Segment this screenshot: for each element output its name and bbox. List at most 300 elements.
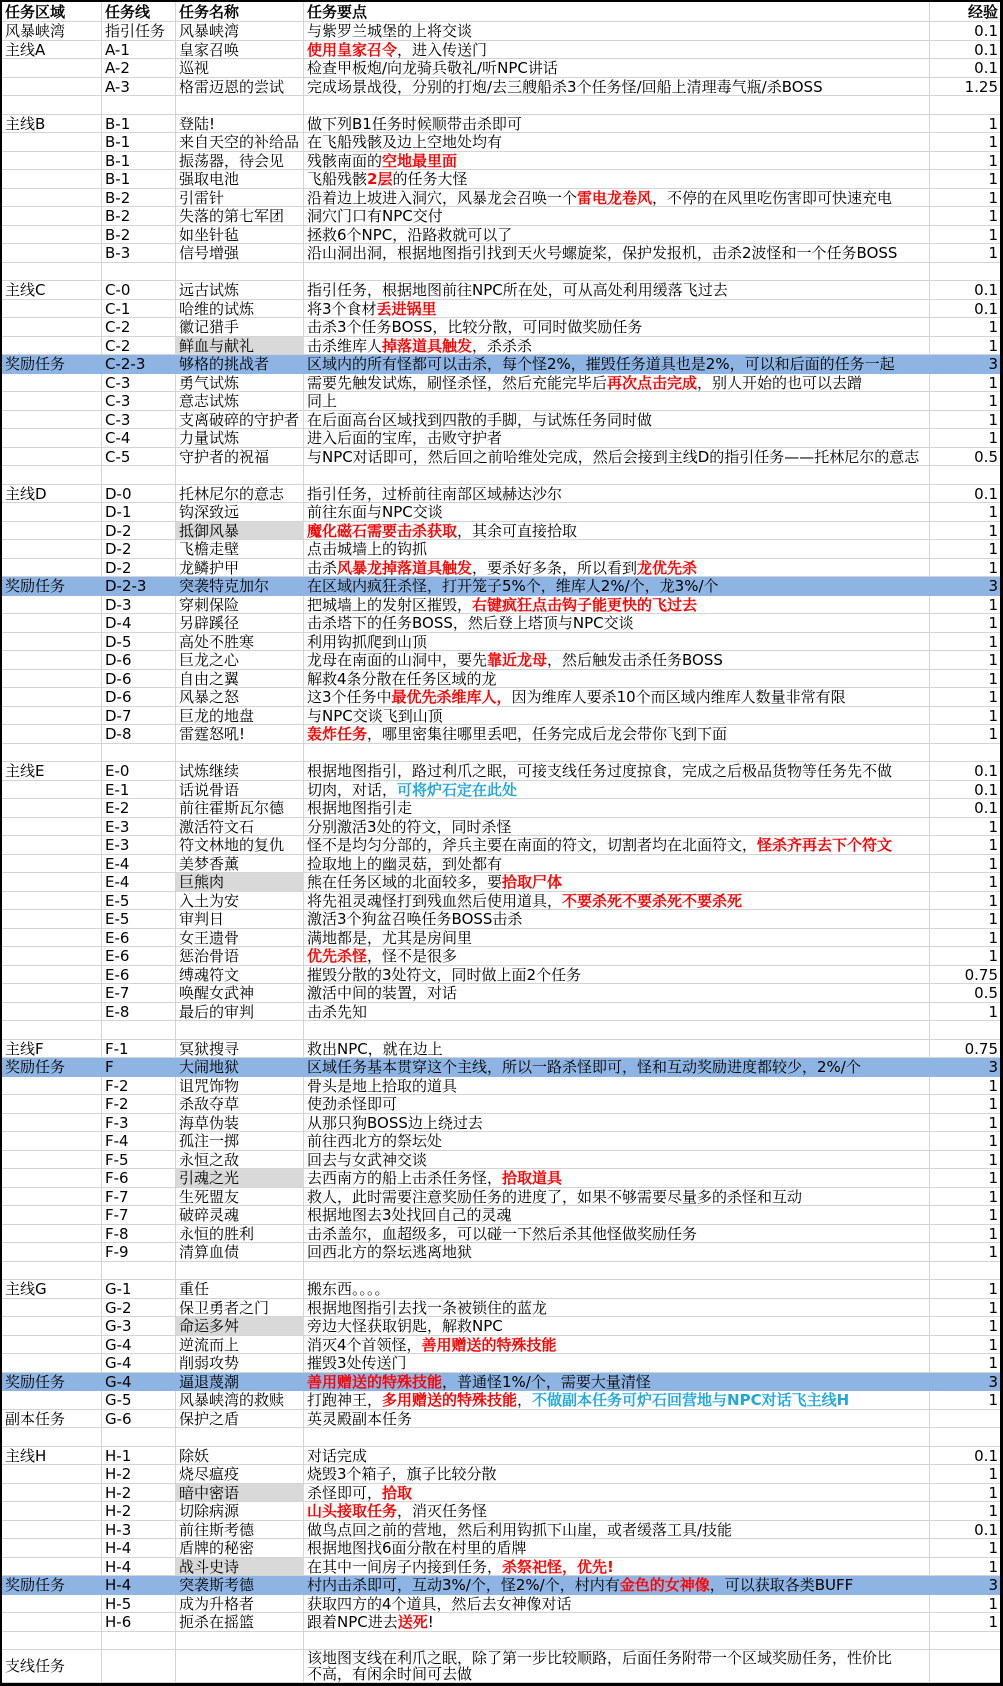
- table-row: [2, 836, 1000, 855]
- table-row: [2, 670, 1000, 689]
- cell-notes: [304, 1558, 930, 1577]
- cell-line: D-2: [102, 522, 176, 541]
- table-row: [2, 1299, 1000, 1318]
- cell-exp: [930, 1410, 1000, 1429]
- cell-notes: [304, 1225, 930, 1244]
- cell-line: D-2: [102, 540, 176, 559]
- table-row: [2, 725, 1000, 744]
- cell-line: F-2: [102, 1095, 176, 1114]
- note-text: 击杀3个任务BOSS，比较分散，可同时做奖励任务: [307, 318, 643, 336]
- cell-exp: 1: [930, 522, 1000, 541]
- cell-line: C-3: [102, 392, 176, 411]
- cell-line: C-3: [102, 374, 176, 393]
- cell-notes: [304, 577, 930, 596]
- cell-area: [2, 1225, 102, 1244]
- cell-name: 巨龙之心: [176, 651, 304, 670]
- cell-name: 守护者的祝福: [176, 448, 304, 467]
- cell-name: 惩治骨语: [176, 947, 304, 966]
- cell-line: F-6: [102, 1169, 176, 1188]
- cell-notes: [304, 1521, 930, 1540]
- cell-line: F-2: [102, 1077, 176, 1096]
- cell-exp: 1: [930, 115, 1000, 134]
- cell-notes: [304, 1058, 930, 1077]
- cell-area: [2, 1003, 102, 1022]
- cell-exp: 1: [930, 1114, 1000, 1133]
- cell-exp: 1: [930, 670, 1000, 689]
- note-text: 英灵殿副本任务: [307, 1409, 413, 1428]
- cell-line: 指引任务: [102, 22, 176, 41]
- cell-notes: [304, 1262, 930, 1281]
- note-text: 区域内的所有怪都可以击杀，每个怪2%，摧毁任务道具也是2%，可以和后面的任务一起: [307, 355, 895, 373]
- cell-line: H-4: [102, 1558, 176, 1577]
- cell-exp: 1: [930, 1539, 1000, 1558]
- cell-notes: [304, 22, 930, 41]
- header-line: 任务线: [102, 2, 176, 22]
- cell-notes: [304, 1188, 930, 1207]
- cell-name: 力量试炼: [176, 429, 304, 448]
- cell-exp: 0.1: [930, 59, 1000, 78]
- cell-notes: [304, 1595, 930, 1614]
- cell-exp: 1: [930, 1336, 1000, 1355]
- table-row: [2, 300, 1000, 319]
- cell-name: 战斗史诗: [176, 1558, 304, 1577]
- table-row: [2, 189, 1000, 208]
- note-text: 摧毁3处传送门: [307, 1354, 407, 1372]
- cell-area: [2, 929, 102, 948]
- table-row: [2, 966, 1000, 985]
- note-text: 前往西北方的祭坛处: [307, 1132, 443, 1150]
- cell-line: E-5: [102, 892, 176, 911]
- cell-exp: 1: [930, 1558, 1000, 1577]
- cell-name: 女王遗骨: [176, 929, 304, 948]
- blank-row: [2, 744, 1000, 763]
- cell-notes: [304, 1410, 930, 1429]
- cell-name: [176, 744, 304, 763]
- cell-line: C-1: [102, 300, 176, 319]
- note-text: 去西南方的船上击杀任务怪，: [307, 1169, 503, 1187]
- cell-exp: 0.5: [930, 984, 1000, 1003]
- cell-notes: [304, 133, 930, 152]
- note-text: 利用钩抓爬到山顶: [307, 632, 428, 651]
- cell-area: 主线A: [2, 41, 102, 60]
- cell-name: 远古试炼: [176, 281, 304, 300]
- cell-exp: 1: [930, 411, 1000, 430]
- cell-notes: [304, 559, 930, 578]
- cell-name: 唤醒女武神: [176, 984, 304, 1003]
- cell-area: [2, 725, 102, 744]
- blank-row: [2, 1262, 1000, 1281]
- cell-area: [2, 1521, 102, 1540]
- blank-row: [2, 1632, 1000, 1651]
- cell-area: 主线E: [2, 762, 102, 781]
- table-row: [2, 1151, 1000, 1170]
- note-text: 切肉，对话，: [307, 780, 398, 799]
- cell-exp: 1: [930, 1132, 1000, 1151]
- cell-exp: 1: [930, 707, 1000, 726]
- cell-area: [2, 614, 102, 633]
- note-text: 指引任务，根据地图前往NPC所在处，可从高处利用缓落飞过去: [307, 281, 728, 299]
- cell-exp: 1: [930, 1003, 1000, 1022]
- cell-area: [2, 1354, 102, 1373]
- highlight-text-red: 善用赠送的特殊技能: [307, 1372, 443, 1391]
- cell-name: 削弱攻势: [176, 1354, 304, 1373]
- table-row: [2, 818, 1000, 837]
- cell-area: [2, 873, 102, 892]
- table-row: [2, 559, 1000, 578]
- table-row: [2, 503, 1000, 522]
- cell-area: [2, 189, 102, 208]
- cell-name: 清算血债: [176, 1243, 304, 1262]
- cell-area: [2, 1077, 102, 1096]
- table-row: [2, 1095, 1000, 1114]
- highlight-text-red: 拾取: [382, 1483, 413, 1502]
- cell-area: 奖励任务: [2, 1058, 102, 1077]
- cell-name: 风暴峡湾的救赎: [176, 1391, 304, 1410]
- table-row: [2, 1132, 1000, 1151]
- cell-notes: [304, 873, 930, 892]
- cell-notes: [304, 59, 930, 78]
- note-text: 村内击杀即可，互动3%/个，怪2%/个，村内有: [307, 1576, 620, 1594]
- cell-area: [2, 633, 102, 652]
- cell-name: 够格的挑战者: [176, 355, 304, 374]
- cell-notes: [304, 355, 930, 374]
- table-row: [2, 1465, 1000, 1484]
- cell-name: [176, 1632, 304, 1651]
- cell-notes: [304, 1632, 930, 1651]
- cell-area: 奖励任务: [2, 1576, 102, 1595]
- cell-exp: 1: [930, 929, 1000, 948]
- highlight-text-red: 杀祭祀怪，优先!: [502, 1557, 614, 1576]
- cell-exp: 1: [930, 152, 1000, 171]
- cell-exp: 1: [930, 318, 1000, 337]
- cell-line: D-0: [102, 485, 176, 504]
- note-text: 的任务大怪: [392, 170, 468, 188]
- note-text: 因为维库人要杀10个而区域内维库人数量非常有限: [511, 688, 846, 706]
- cell-exp: 1: [930, 596, 1000, 615]
- note-text: 点击城墙上的钩抓: [307, 540, 428, 558]
- cell-line: F-1: [102, 1040, 176, 1059]
- cell-name: 激活符文石: [176, 818, 304, 837]
- table-row: [2, 1558, 1000, 1577]
- table-row: [2, 485, 1000, 504]
- blank-row: [2, 1428, 1000, 1447]
- cell-name: 暗中密语: [176, 1484, 304, 1503]
- cell-exp: 1: [930, 836, 1000, 855]
- cell-area: 主线C: [2, 281, 102, 300]
- cell-notes: [304, 1317, 930, 1336]
- highlight-text-red: 多用赠送的特殊技能: [382, 1391, 518, 1409]
- note-text: ，可以获取各类BUFF: [709, 1576, 854, 1594]
- cell-name: [176, 1021, 304, 1040]
- note-text: 与NPC交谈飞到山顶: [307, 706, 443, 725]
- cell-area: [2, 429, 102, 448]
- cell-line: F-8: [102, 1225, 176, 1244]
- cell-notes: [304, 1206, 930, 1225]
- cell-area: [2, 540, 102, 559]
- table-row: [2, 540, 1000, 559]
- note-text: 对话完成: [307, 1446, 368, 1465]
- cell-notes: [304, 1243, 930, 1262]
- cell-exp: 1: [930, 1595, 1000, 1614]
- blank-row: [2, 263, 1000, 282]
- cell-name: 审判日: [176, 910, 304, 929]
- cell-line: E-0: [102, 762, 176, 781]
- bonus-task-row: [2, 355, 1000, 374]
- highlight-text-red: 怪杀齐再去下个符文: [757, 836, 893, 854]
- cell-exp: 0.1: [930, 799, 1000, 818]
- header-area: 任务区域: [2, 2, 102, 22]
- cell-exp: [930, 1650, 1000, 1683]
- note-text: ，杀杀杀: [472, 336, 533, 355]
- cell-name: 巨熊肉: [176, 873, 304, 892]
- cell-line: G-6: [102, 1410, 176, 1429]
- table-row: [2, 633, 1000, 652]
- cell-area: [2, 596, 102, 615]
- cell-name: 自由之翼: [176, 670, 304, 689]
- note-text: 解救4条分散在任务区域的龙: [307, 669, 497, 688]
- cell-line: D-3: [102, 596, 176, 615]
- cell-area: 风暴峡湾: [2, 22, 102, 41]
- cell-line: A-2: [102, 59, 176, 78]
- cell-notes: [304, 947, 930, 966]
- cell-name: 振荡器，待会见: [176, 152, 304, 171]
- cell-line: E-6: [102, 929, 176, 948]
- cell-exp: 1: [930, 207, 1000, 226]
- cell-exp: 1: [930, 226, 1000, 245]
- cell-area: [2, 1613, 102, 1632]
- cell-area: [2, 1391, 102, 1410]
- cell-line: D-2-3: [102, 577, 176, 596]
- cell-line: D-2: [102, 559, 176, 578]
- cell-name: 话说骨语: [176, 781, 304, 800]
- highlight-text-red: 山头接取任务: [307, 1502, 398, 1520]
- note-text: !: [427, 1613, 434, 1631]
- cell-line: D-6: [102, 651, 176, 670]
- cell-line: E-5: [102, 910, 176, 929]
- cell-exp: 1: [930, 1095, 1000, 1114]
- table-row: [2, 78, 1000, 97]
- cell-name: 强取电池: [176, 170, 304, 189]
- table-row: [2, 1114, 1000, 1133]
- table-row: [2, 1613, 1000, 1632]
- note-text: 摧毁分散的3处符文，同时做上面2个任务: [307, 965, 582, 984]
- note-text: 根据地图找6面分散在村里的盾牌: [307, 1539, 527, 1557]
- note-text: 击杀先知: [307, 1002, 368, 1021]
- cell-exp: [930, 1428, 1000, 1447]
- cell-name: 最后的审判: [176, 1003, 304, 1022]
- cell-exp: 0.5: [930, 448, 1000, 467]
- cell-area: [2, 411, 102, 430]
- cell-name: 抵御风暴: [176, 522, 304, 541]
- cell-notes: [304, 170, 930, 189]
- cell-area: [2, 1317, 102, 1336]
- cell-name: [176, 1262, 304, 1281]
- cell-area: [2, 133, 102, 152]
- cell-notes: [304, 115, 930, 134]
- cell-exp: 1: [930, 1151, 1000, 1170]
- highlight-text-red: 龙优先杀: [637, 558, 698, 577]
- cell-line: E-4: [102, 873, 176, 892]
- cell-notes: [304, 1539, 930, 1558]
- header-notes: 任务要点: [304, 2, 930, 22]
- cell-area: [2, 337, 102, 356]
- cell-notes: [304, 337, 930, 356]
- cell-notes: [304, 836, 930, 855]
- note-text: 进入后面的宝库，击败守护者: [307, 429, 503, 447]
- note-text: ，不停的在风里吃伤害即可快速充电: [652, 188, 893, 207]
- cell-notes: [304, 892, 930, 911]
- cell-area: [2, 855, 102, 874]
- cell-exp: 1: [930, 1243, 1000, 1262]
- cell-area: [2, 1188, 102, 1207]
- cell-line: [102, 1632, 176, 1651]
- table-row: [2, 910, 1000, 929]
- cell-area: 支线任务: [2, 1650, 102, 1683]
- cell-line: F-9: [102, 1243, 176, 1262]
- cell-line: E-8: [102, 1003, 176, 1022]
- cell-exp: 0.75: [930, 1040, 1000, 1059]
- cell-name: 钩深致远: [176, 503, 304, 522]
- table-row: [2, 596, 1000, 615]
- cell-notes: [304, 1613, 930, 1632]
- cell-area: [2, 818, 102, 837]
- cell-area: [2, 1465, 102, 1484]
- note-text: ，进入传送门: [397, 40, 488, 59]
- cell-notes: [304, 1428, 930, 1447]
- cell-exp: 1: [930, 337, 1000, 356]
- cell-name: 扼杀在摇篮: [176, 1613, 304, 1632]
- cell-notes: [304, 1391, 930, 1410]
- highlight-text-red: 送死: [397, 1613, 428, 1631]
- cell-exp: 0.1: [930, 281, 1000, 300]
- cell-name: 引雷针: [176, 189, 304, 208]
- cell-area: [2, 78, 102, 97]
- highlight-text-cyan: 不做副本任务可炉石回营地与NPC对话飞主线H: [532, 1391, 850, 1409]
- cell-area: [2, 781, 102, 800]
- cell-area: [2, 1299, 102, 1318]
- table-row: [2, 1206, 1000, 1225]
- cell-line: H-4: [102, 1539, 176, 1558]
- cell-notes: [304, 910, 930, 929]
- note-text: 在飞船残骸及边上空地处均有: [307, 133, 503, 151]
- cell-line: A-1: [102, 41, 176, 60]
- table-row: [2, 762, 1000, 781]
- cell-notes: [304, 984, 930, 1003]
- cell-line: E-3: [102, 818, 176, 837]
- note-text: 与紫罗兰城堡的上将交谈: [307, 22, 473, 40]
- cell-exp: 3: [930, 1058, 1000, 1077]
- table-row: [2, 688, 1000, 707]
- note-text: 怪不是均匀分部的，斧兵主要在南面的符文，切割者均在北面符文，: [307, 836, 758, 854]
- note-text: 根据地图去3处找回自己的灵魂: [307, 1206, 512, 1224]
- note-text: ，: [517, 1391, 533, 1409]
- highlight-text-red: 2层: [367, 170, 393, 188]
- cell-area: [2, 799, 102, 818]
- cell-line: [102, 1428, 176, 1447]
- cell-notes: [304, 41, 930, 60]
- cell-notes: [304, 263, 930, 282]
- cell-notes: [304, 1336, 930, 1355]
- cell-exp: 0.1: [930, 300, 1000, 319]
- cell-notes: [304, 596, 930, 615]
- table-row: [2, 1410, 1000, 1429]
- cell-notes: [304, 799, 930, 818]
- table-row: [2, 522, 1000, 541]
- note-text: 分别激活3处的符文，同时杀怪: [307, 817, 512, 836]
- note-text: 这3个任务中: [307, 688, 392, 706]
- note-text: 消灭4个首领怪，: [307, 1335, 422, 1354]
- cell-name: 永恒之敌: [176, 1151, 304, 1170]
- cell-area: [2, 966, 102, 985]
- highlight-text-red: 靠近龙母: [487, 651, 548, 669]
- table-row: [2, 429, 1000, 448]
- cell-exp: 1: [930, 1299, 1000, 1318]
- table-row: [2, 947, 1000, 966]
- cell-name: 支离破碎的守护者: [176, 411, 304, 430]
- cell-name: 美梦香薰: [176, 855, 304, 874]
- cell-exp: 1: [930, 1391, 1000, 1410]
- note-text: 回西北方的祭坛逃离地狱: [307, 1243, 473, 1261]
- cell-exp: 1: [930, 1484, 1000, 1503]
- cell-area: [2, 263, 102, 282]
- cell-area: 主线F: [2, 1040, 102, 1059]
- cell-line: H-2: [102, 1484, 176, 1503]
- note-text: ，怪不是很多: [367, 947, 458, 965]
- cell-line: [102, 96, 176, 115]
- cell-line: F-7: [102, 1206, 176, 1225]
- note-text: 使劲杀怪即可: [307, 1095, 398, 1113]
- cell-area: 奖励任务: [2, 1373, 102, 1392]
- cell-exp: 1: [930, 170, 1000, 189]
- cell-line: E-6: [102, 966, 176, 985]
- cell-area: [2, 1595, 102, 1614]
- cell-name: 孤注一掷: [176, 1132, 304, 1151]
- note-text: 根据地图指引，路过利爪之眠，可接支线任务过度掠食，完成之后极品货物等任务先不做: [307, 762, 893, 780]
- cell-line: [102, 1650, 176, 1683]
- cell-name: 皇家召唤: [176, 41, 304, 60]
- highlight-text-red: 风暴龙掉落道具触发: [337, 558, 473, 577]
- cell-exp: [930, 96, 1000, 115]
- cell-exp: 0.1: [930, 1521, 1000, 1540]
- cell-exp: [930, 466, 1000, 485]
- blank-row: [2, 96, 1000, 115]
- cell-line: G-2: [102, 1299, 176, 1318]
- cell-area: [2, 1243, 102, 1262]
- highlight-text-red: 使用皇家召令: [307, 40, 398, 59]
- cell-line: D-4: [102, 614, 176, 633]
- cell-notes: [304, 1151, 930, 1170]
- cell-notes: [304, 411, 930, 430]
- cell-line: F-3: [102, 1114, 176, 1133]
- table-row: [2, 152, 1000, 171]
- cell-notes: [304, 318, 930, 337]
- table-row: [2, 1521, 1000, 1540]
- table-row: [2, 1077, 1000, 1096]
- cell-name: [176, 1428, 304, 1447]
- cell-notes: [304, 189, 930, 208]
- highlight-text-red: 不要杀死不要杀死不要杀死: [562, 891, 743, 910]
- cell-area: 主线D: [2, 485, 102, 504]
- cell-notes: [304, 281, 930, 300]
- blank-row: [2, 1021, 1000, 1040]
- note-text: ，然后触发击杀任务BOSS: [547, 651, 723, 669]
- cell-name: 命运多舛: [176, 1317, 304, 1336]
- table-row: [2, 133, 1000, 152]
- cell-name: 切除病源: [176, 1502, 304, 1521]
- table-row: [2, 1502, 1000, 1521]
- cell-line: G-4: [102, 1354, 176, 1373]
- note-text: 将3个食材: [307, 299, 377, 318]
